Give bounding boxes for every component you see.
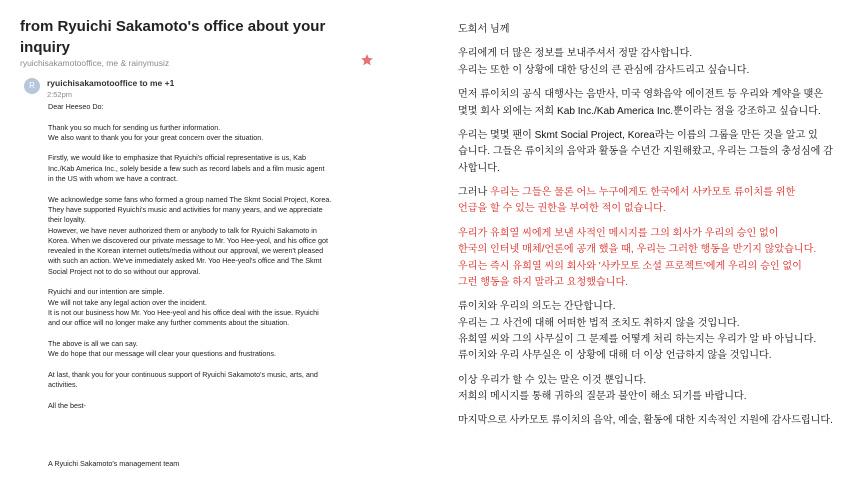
email-line: Inc./Kab America Inc., solely beside a few such as record labels and a film music agent: [48, 163, 325, 173]
email-line: At last, thank you for your continuous support of Ryuichi Sakamoto's music, arts, and: [48, 369, 318, 379]
translation-paragraph: [458, 299, 848, 364]
translation-paragraph: [458, 87, 848, 120]
email-paragraph: [48, 401, 368, 411]
email-paragraph: [48, 339, 368, 360]
email-line: All the best-: [48, 400, 86, 410]
translation-line: 우리는 즉시 유희열 씨의 회사와 '사카모토 소셜 프로젝트'에게 우리의 승인 없이: [458, 260, 802, 272]
email-line: We will not take any legal action over the incident.: [48, 297, 207, 307]
translation-text: 그러나: [458, 187, 491, 199]
email-line: Thank you so much for sending us further information.: [48, 122, 221, 132]
translation-paragraph: [458, 46, 848, 79]
email-line: their loyalty.: [48, 215, 86, 225]
translation-line: 언급을 할 수 있는 권한을 부여한 적이 없습니다.: [458, 203, 666, 215]
email-line: However, we have never authorized them or anybody to talk for Ryuichi Sakamoto in: [48, 225, 317, 235]
email-line: with such an action. We've immediately asked Mr. Yoo Hee-yeol's office and The Skmt: [48, 256, 322, 266]
translation-line: 우리는 그 사건에 대해 어떠한 법적 조치도 취하지 않을 것입니다.: [458, 317, 740, 329]
email-paragraph: [48, 123, 368, 144]
translation-paragraph: [458, 185, 848, 218]
translation-paragraph: [458, 128, 848, 177]
translation-line: [458, 185, 848, 201]
sender-line[interactable]: ryuichisakamotooffice to me +1: [47, 78, 175, 88]
email-line: in the US with whom we have a contract.: [48, 174, 178, 184]
translation-paragraph: [458, 22, 848, 38]
email-time: 2:52pm: [47, 90, 73, 99]
translation-paragraph: [458, 373, 848, 406]
translation-line: 그런 행동을 하지 말라고 요청했습니다.: [458, 276, 629, 288]
email-subject: from Ryuichi Sakamoto's office about your inquiry: [20, 18, 326, 56]
translation-paragraph: [458, 413, 848, 429]
email-line: and our office will no longer make any further comments about the situation.: [48, 318, 290, 328]
translation-line: 류이치와 우리 사무실은 이 상황에 대해 더 이상 언급하지 않을 것입니다.: [458, 350, 772, 362]
email-line: The above is all we can say.: [48, 338, 138, 348]
translation-line: 우리는 또한 이 상황에 대한 당신의 큰 관심에 감사드리고 싶습니다.: [458, 64, 750, 76]
email-line: We do hope that our message will clear your questions and frustrations.: [48, 349, 276, 359]
email-line: Firstly, we would like to emphasize that Ryuichi's official representative is us, Kab: [48, 153, 306, 163]
email-line: It is not our business how Mr. Yoo Hee-yeol and his office deal with the issue. Ryuichi: [48, 307, 319, 317]
email-paragraph: [48, 102, 368, 112]
email-line: We also want to thank you for your great concern over the situation.: [48, 132, 264, 142]
star-icon[interactable]: [360, 53, 374, 67]
email-line: Social Project not to do so without our approval.: [48, 266, 201, 276]
email-line: Korea. When we discovered our private message to Mr. Yoo Hee-yeol, and his office got: [48, 235, 328, 245]
translation-body: [458, 22, 848, 430]
translation-panel: [425, 0, 850, 487]
translation-line: 마지막으로 사카모토 류이치의 음악, 예술, 활동에 대한 지속적인 지원에 감사드립니다.: [458, 415, 833, 427]
email-line: Dear Heeseo Do:: [48, 102, 104, 111]
translation-line: 이상 우리가 할 수 있는 말은 이것 뿐입니다.: [458, 374, 647, 386]
translation-line: 류이치와 우리의 의도는 간단합니다.: [458, 301, 616, 313]
email-line: revealed in the Korean internet outlets/media without our approval, we weren't pleased: [48, 246, 324, 256]
translation-line: 도희서 님께: [458, 24, 510, 35]
email-line: We acknowledge some fans who formed a group named The Skmt Social Project, Korea.: [48, 194, 332, 204]
email-paragraph: [48, 153, 368, 184]
translation-line: 사합니다.: [458, 162, 500, 174]
email-participants: ryuichisakamotooffice, me & rainymusiz: [20, 58, 170, 68]
highlighted-text: 우리는 그들은 물론 어느 누구에게도 한국에서 사카모토 류이치를 위한: [490, 187, 796, 199]
email-line: Ryuichi and our intention are simple.: [48, 287, 165, 297]
email-line: They have supported Ryuichi's music and activities for many years, and we appreciate: [48, 204, 323, 214]
translation-paragraph: [458, 226, 848, 291]
avatar: R: [24, 78, 40, 94]
translation-line: 습니다. 그들은 류이치의 음악과 활동을 수년간 지원해왔고, 우리는 그들의 충성심에 감: [458, 146, 833, 158]
email-signature: A Ryuichi Sakamoto's management team: [48, 459, 180, 468]
translation-line: 먼저 류이치의 공식 대행사는 음반사, 미국 영화음악 에이전트 등 우리와 계약을 맺은: [458, 89, 824, 101]
translation-line: 저희의 메시지를 통해 귀하의 질문과 불안이 해소 되기를 바랍니다.: [458, 390, 747, 402]
translation-line: 우리에게 더 많은 정보를 보내주셔서 정말 감사합니다.: [458, 48, 693, 60]
email-paragraph: [48, 370, 368, 391]
email-paragraph: [48, 195, 368, 277]
translation-line: 유희열 씨와 그의 사무실이 그 문제를 어떻게 처리 하는지는 우리가 알 바 아닙니다.: [458, 333, 817, 345]
translation-line: 몇몇 회사 외에는 저희 Kab Inc./Kab America Inc.뿐이라는 점을 강조하고 싶습니다.: [458, 105, 821, 117]
email-line: activities.: [48, 380, 78, 390]
translation-line: 우리는 몇몇 팬이 Skmt Social Project, Korea라는 이름의 그룹을 만든 것을 알고 있: [458, 130, 818, 142]
email-body: [48, 102, 368, 421]
translation-line: 우리가 유희열 씨에게 보낸 사적인 메시지를 그의 회사가 우리의 승인 없이: [458, 227, 779, 239]
email-paragraph: [48, 287, 368, 328]
translation-line: 한국의 인터넷 매체/언론에 공개 했을 때, 우리는 그러한 행동을 반기지 않았습니다.: [458, 244, 817, 256]
